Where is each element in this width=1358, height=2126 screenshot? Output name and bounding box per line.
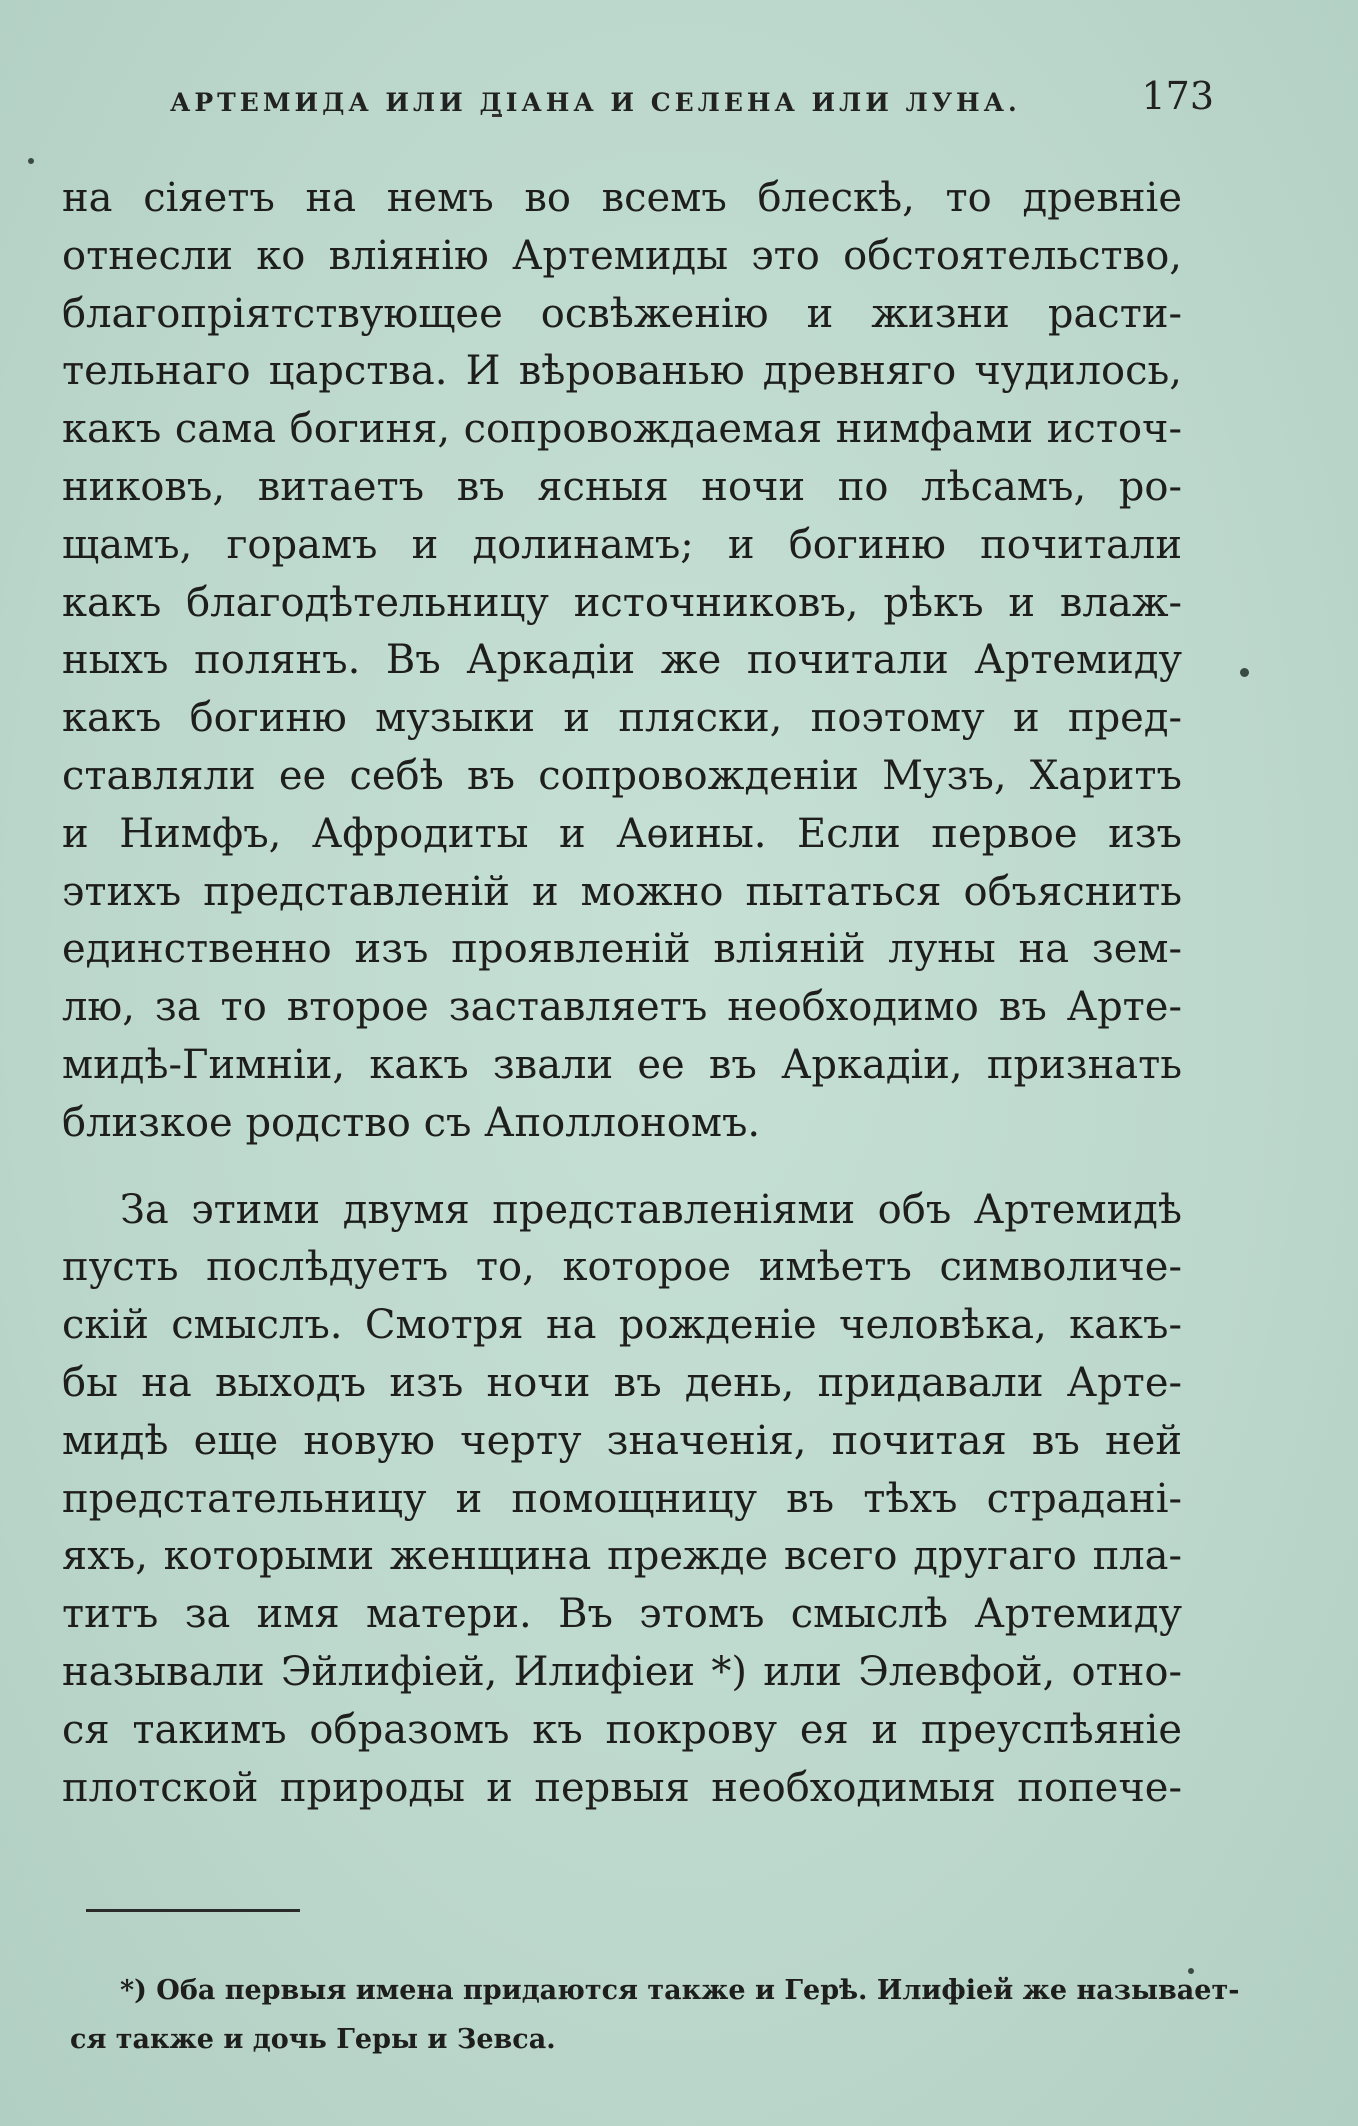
text-line: плотской природы и первыя необходимыя попече-	[62, 1764, 1182, 1811]
text-line: этихъ представленій и можно пытаться объяснить	[62, 868, 1182, 915]
paragraph	[62, 170, 1182, 1153]
text-line: единственно изъ проявленій вліяній луны на зем-	[62, 926, 1182, 973]
text-line: бы на выходъ изъ ночи въ день, придавали Арте-	[62, 1359, 1182, 1406]
paragraph-gap	[62, 1153, 1182, 1182]
text-line: лю, за то второе заставляетъ необходимо въ Арте-	[62, 984, 1182, 1031]
text-line: предстательницу и помощницу въ тѣхъ страдані-	[62, 1475, 1182, 1522]
text-line: мидѣ-Гимніи, какъ звали ее въ Аркадіи, признать	[62, 1041, 1182, 1088]
ink-speck	[28, 158, 34, 164]
text-line: титъ за имя матери. Въ этомъ смыслѣ Артемиду	[62, 1591, 1182, 1638]
text-line: близкое родство съ Аполлономъ.	[62, 1099, 761, 1146]
text-line: какъ богиню музыки и пляски, поэтому и пред-	[62, 695, 1182, 742]
page-header	[150, 74, 1214, 124]
text-line: ся такимъ образомъ къ покрову ея и преуспѣяніе	[62, 1706, 1182, 1753]
paragraph	[62, 1182, 1182, 1818]
text-line: За этими двумя представленіями объ Артемидѣ	[120, 1186, 1182, 1233]
text-line: мидѣ еще новую черту значенія, почитая въ ней	[62, 1417, 1182, 1464]
page-number: 173	[1141, 74, 1214, 118]
text-line: щамъ, горамъ и долинамъ; и богиню почитали	[62, 521, 1182, 568]
footnote	[70, 1966, 1240, 2064]
text-line: какъ сама богиня, сопровождаемая нимфами источ-	[62, 406, 1182, 453]
footnote-line: *) Оба первыя имена придаются также и Герѣ. Илифіей же называет-	[120, 1975, 1240, 2006]
text-line: ставляли ее себѣ въ сопровожденіи Музъ, Харитъ	[62, 752, 1182, 799]
ink-speck	[1240, 668, 1249, 677]
text-line: никовъ, витаетъ въ ясныя ночи по лѣсамъ, ро-	[62, 463, 1182, 510]
text-line: благопріятствующее освѣженію и жизни расти-	[62, 290, 1182, 337]
main-text	[62, 170, 1182, 1817]
text-line: ныхъ полянъ. Въ Аркадіи же почитали Артемиду	[62, 637, 1182, 684]
text-line: яхъ, которыми женщина прежде всего другаго пла-	[62, 1533, 1182, 1580]
text-line: называли Эйлифіей, Илифіеи *) или Элевфой, отно-	[62, 1648, 1182, 1695]
text-line: скій смыслъ. Смотря на рожденіе человѣка, какъ-	[62, 1302, 1182, 1349]
text-line: какъ благодѣтельницу источниковъ, рѣкъ и влаж-	[62, 579, 1182, 626]
text-line: отнесли ко вліянію Артемиды это обстоятельство,	[62, 232, 1182, 279]
text-line: тельнаго царства. И вѣрованью древняго чудилось,	[62, 348, 1182, 395]
running-head: АРТЕМИДА ИЛИ ДІАНА И СЕЛЕНА ИЛИ ЛУНА.	[170, 88, 1021, 117]
text-line: пусть послѣдуетъ то, которое имѣетъ символиче-	[62, 1244, 1182, 1291]
footnote-rule	[86, 1909, 300, 1912]
footnote-line: ся также и дочь Геры и Зевса.	[70, 2024, 556, 2055]
text-line: на сіяетъ на немъ во всемъ блескѣ, то древніе	[62, 175, 1182, 221]
text-line: и Нимфъ, Афродиты и Аѳины. Если первое изъ	[62, 810, 1182, 857]
